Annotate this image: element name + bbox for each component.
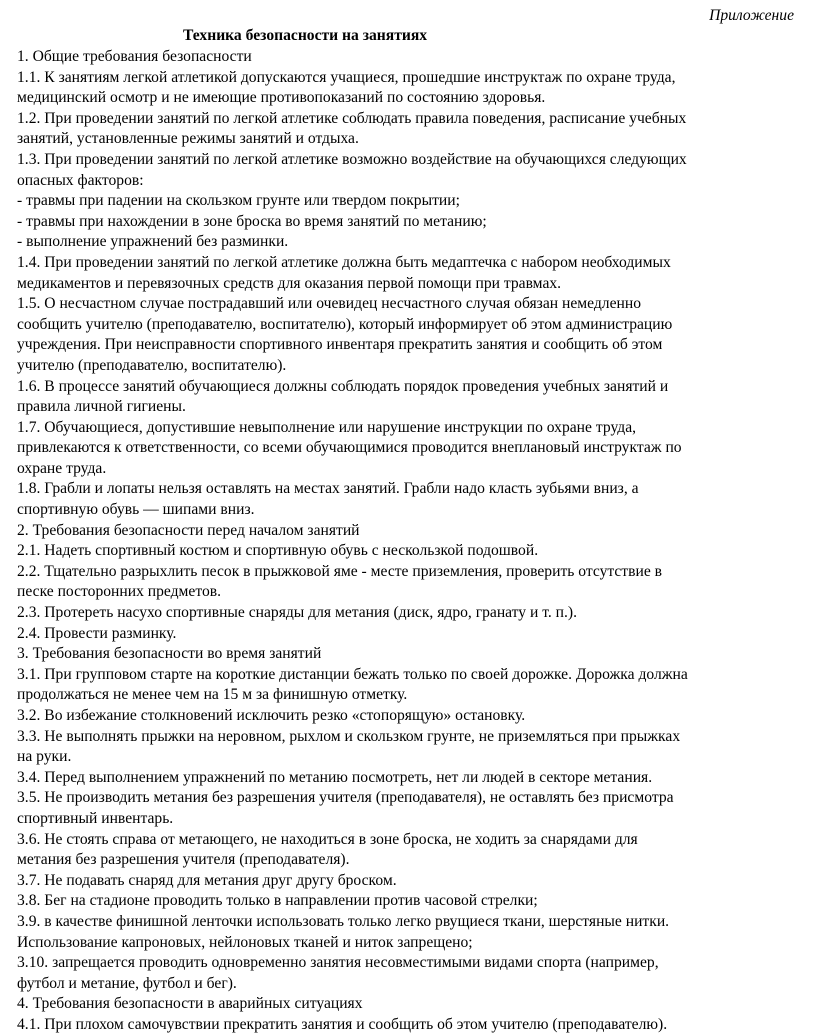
text-line: занятий, установленные режимы занятий и отдыха. [17, 130, 359, 148]
document-title: Техника безопасности на занятиях [183, 27, 428, 44]
text-line: учителю (преподавателю, воспитателю). [17, 356, 287, 374]
text-line: песке посторонних предметов. [17, 583, 222, 601]
text-line: 3.1. При групповом старте на короткие дистанции бежать только по своей дорожке. Дорожка должна [17, 665, 688, 683]
text-line: 1.6. В процессе занятий обучающиеся должны соблюдать порядок проведения учебных занятий и [17, 377, 669, 395]
text-line: 1.1. К занятиям легкой атлетикой допускаются учащиеся, прошедшие инструктаж по охране труда, [17, 68, 676, 86]
text-line: 1.3. При проведении занятий по легкой атлетике возможно воздействие на обучающихся следующих [17, 150, 687, 168]
text-line: 3.9. в качестве финишной ленточки использовать только легко рвущиеся ткани, шерстяные нитки. [17, 912, 670, 930]
text-line: футбол и метание, футбол и бег). [17, 974, 237, 992]
text-line: правила личной гигиены. [17, 398, 186, 416]
text-line: 1.8. Грабли и лопаты нельзя оставлять на местах занятий. Грабли надо класть зубьями вниз, а [17, 480, 639, 498]
text-line: 3.6. Не стоять справа от метающего, не находиться в зоне броска, не ходить за снарядами для [17, 830, 638, 848]
text-line: 1.4. При проведении занятий по легкой атлетике должна быть медаптечка с набором необходимых [17, 253, 671, 271]
text-line: спортивную обувь — шипами вниз. [17, 501, 255, 519]
text-line: учреждения. При неисправности спортивного инвентаря прекратить занятия и сообщить об этом [17, 336, 663, 354]
text-line: 1.2. При проведении занятий по легкой атлетике соблюдать правила поведения, расписание учебных [17, 109, 687, 127]
text-line: 3.8. Бег на стадионе проводить только в направлении против часовой стрелки; [17, 892, 538, 910]
text-line: 2.1. Надеть спортивный костюм и спортивную обувь с нескользкой подошвой. [17, 542, 539, 560]
document-body [17, 47, 804, 1036]
text-line: 3. Требования безопасности во время занятий [17, 645, 322, 663]
text-line: привлекаются к ответственности, со всеми обучающимися проводится внеплановый инструктаж по [17, 439, 682, 457]
text-line: 3.10. запрещается проводить одновременно занятия несовместимыми видами спорта (например, [17, 954, 659, 972]
text-line: 1.5. О несчастном случае пострадавший или очевидец несчастного случая обязан немедленно [17, 295, 641, 313]
text-line: метания без разрешения учителя (преподавателя). [17, 851, 350, 869]
text-line: опасных факторов: [17, 171, 144, 189]
text-line: 2.2. Тщательно разрыхлить песок в прыжковой яме - месте приземления, проверить отсутствие в [17, 562, 663, 580]
appendix-label: Приложение [709, 7, 794, 24]
text-line: 2. Требования безопасности перед началом занятий [17, 521, 360, 539]
text-line: на руки. [17, 748, 72, 766]
text-line: спортивный инвентарь. [17, 809, 174, 827]
text-line: 3.4. Перед выполнением упражнений по метанию посмотреть, нет ли людей в секторе метания. [17, 768, 653, 786]
text-line: 3.3. Не выполнять прыжки на неровном, рыхлом и скользком грунте, не приземляться при прыжках [17, 727, 681, 745]
text-line: сообщить учителю (преподавателю, воспитателю), который информирует об этом администрацию [17, 315, 673, 333]
text-line: 1.7. Обучающиеся, допустившие невыполнение или нарушение инструкции по охране труда, [17, 418, 637, 436]
text-line: 3.7. Не подавать снаряд для метания друг другу броском. [17, 871, 397, 889]
text-line: 4. Требования безопасности в аварийных ситуациях [17, 995, 363, 1013]
text-line: - травмы при нахождении в зоне броска во время занятий по метанию; [17, 212, 487, 230]
text-line: - выполнение упражнений без разминки. [17, 233, 289, 251]
text-line: 3.5. Не производить метания без разрешения учителя (преподавателя), не оставлять без присмотра [17, 789, 674, 807]
text-line: 3.2. Во избежание столкновений исключить резко «стопорящую» остановку. [17, 707, 526, 724]
text-line: 2.4. Провести разминку. [17, 624, 177, 642]
text-line: продолжаться не менее чем на 15 м за финишную отметку. [17, 686, 408, 704]
text-line: 1. Общие требования безопасности [17, 48, 252, 65]
text-line: медикаментов и перевязочных средств для оказания первой помощи при травмах. [17, 274, 562, 292]
text-line: охране труда. [17, 459, 107, 477]
text-line: 2.3. Протереть насухо спортивные снаряды для метания (диск, ядро, гранату и т. п.). [17, 604, 578, 622]
text-line: - травмы при падении на скользком грунте или твердом покрытии; [17, 192, 460, 210]
text-line: Использование капроновых, нейлоновых тканей и ниток запрещено; [17, 933, 473, 951]
text-line: 4.1. При плохом самочувствии прекратить занятия и сообщить об этом учителю (преподавателю). [17, 1015, 668, 1033]
text-line: медицинский осмотр и не имеющие противопоказаний по состоянию здоровья. [17, 89, 546, 107]
